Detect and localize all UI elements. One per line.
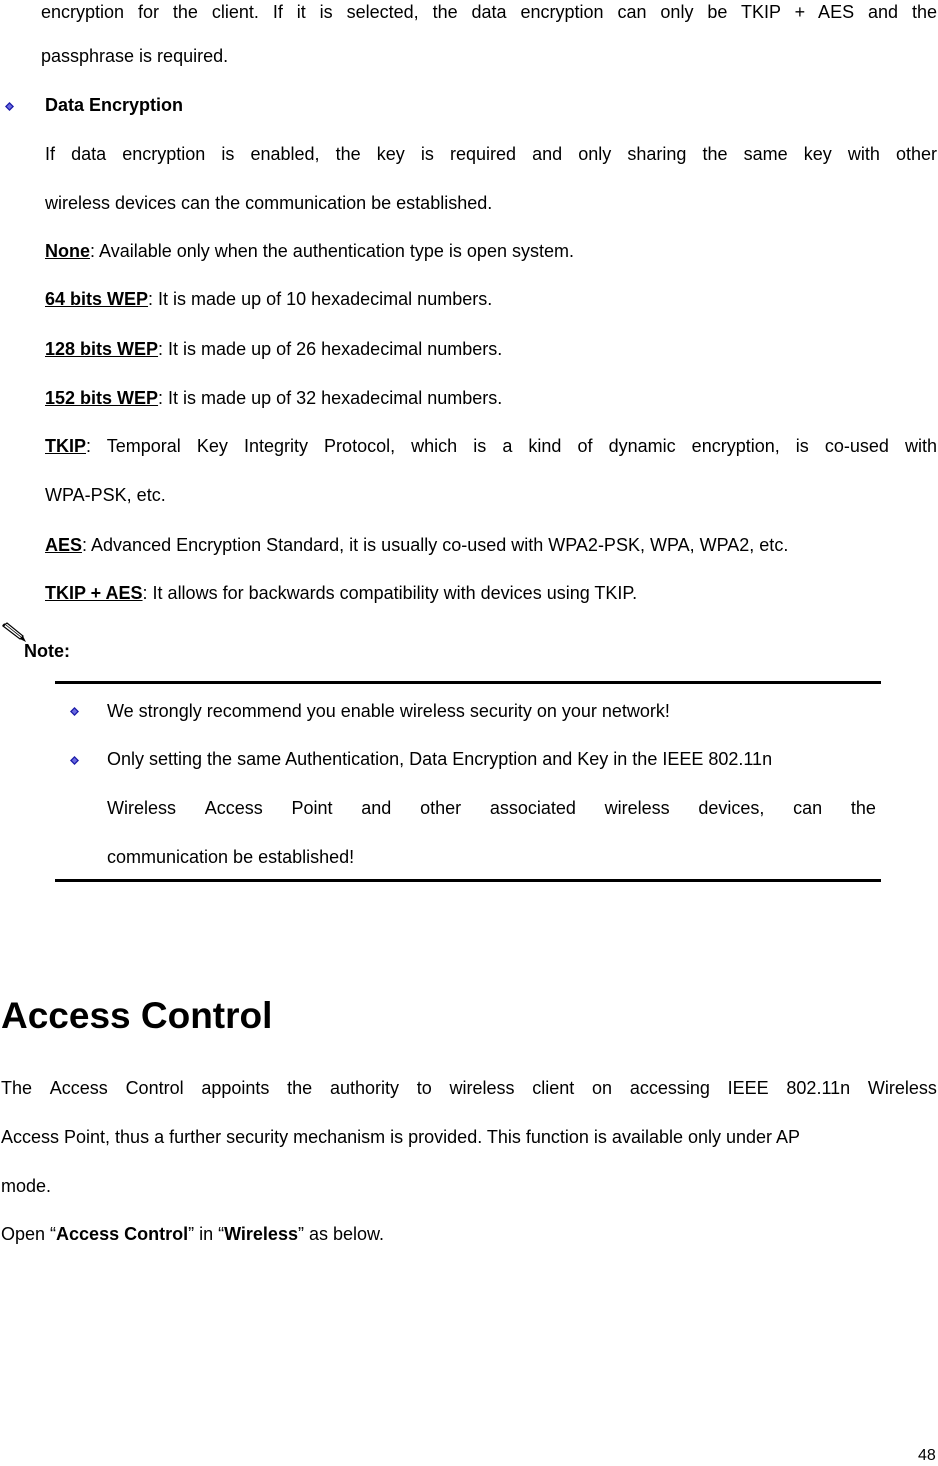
word: authority xyxy=(329,1078,399,1098)
access-control-para-line-1 xyxy=(1,1077,937,1099)
word: to xyxy=(416,1078,432,1098)
option-desc: : It is made up of 10 hexadecimal numbers. xyxy=(148,289,493,309)
diamond-bullet-icon xyxy=(70,756,79,765)
option-aes xyxy=(45,534,788,556)
word: wireless xyxy=(449,1078,515,1098)
option-desc: : Advanced Encryption Standard, it is usually co-used with WPA2-PSK, WPA, WPA2, etc. xyxy=(82,535,789,555)
word: 802.11n xyxy=(786,1078,851,1098)
option-term: TKIP xyxy=(45,436,87,456)
open-menu-section: Wireless xyxy=(224,1224,298,1244)
intro-line-2: passphrase is required. xyxy=(41,46,229,66)
word: wireless xyxy=(604,798,670,818)
word: on xyxy=(592,1078,613,1098)
option-term: TKIP + AES xyxy=(45,583,143,603)
access-control-para-line-2: Access Point, thus a further security mechanism is provided. This function is available only under AP xyxy=(1,1127,801,1147)
page-number: 48 xyxy=(918,1447,936,1464)
word: other xyxy=(420,798,462,818)
data-encryption-desc-line-1 xyxy=(45,143,937,165)
word: Access xyxy=(49,1078,108,1098)
word: the xyxy=(850,798,876,818)
option-desc: : Temporal Key Integrity Protocol, which is a kind of dynamic encryption, is co-used with xyxy=(86,436,937,456)
diamond-bullet-icon xyxy=(70,707,79,716)
word: Wireless xyxy=(867,1078,937,1098)
option-64-bits-wep xyxy=(45,288,492,310)
word: IEEE xyxy=(727,1078,769,1098)
option-term: AES xyxy=(45,535,83,555)
option-term: 128 bits WEP xyxy=(45,339,159,359)
intro-line-1 xyxy=(41,1,937,23)
word: Control xyxy=(125,1078,184,1098)
note-top-rule xyxy=(55,681,881,684)
word: Wireless xyxy=(107,798,177,818)
diamond-bullet-icon xyxy=(5,102,14,111)
option-tkip-continued: WPA-PSK, etc. xyxy=(45,485,166,505)
open-mid: ” in “ xyxy=(188,1224,225,1244)
data-encryption-desc-line-2: wireless devices can the communication be established. xyxy=(45,193,493,213)
note-item-2-line-2 xyxy=(107,797,876,819)
option-none xyxy=(45,240,574,262)
access-control-para-line-3: mode. xyxy=(1,1176,52,1196)
option-152-bits-wep xyxy=(45,387,502,409)
open-instruction xyxy=(1,1223,384,1245)
open-prefix: Open “ xyxy=(1,1224,57,1244)
note-item-2-line-1: Only setting the same Authentication, Data Encryption and Key in the IEEE 802.11n xyxy=(107,749,773,769)
option-desc: : It is made up of 26 hexadecimal numbers. xyxy=(158,339,503,359)
option-128-bits-wep xyxy=(45,338,502,360)
option-tkip-aes xyxy=(45,582,637,604)
word: The xyxy=(1,1078,33,1098)
option-desc: : It allows for backwards compatibility with devices using TKIP. xyxy=(142,583,638,603)
note-item-1: We strongly recommend you enable wireless security on your network! xyxy=(107,701,670,721)
option-term: 152 bits WEP xyxy=(45,388,159,408)
open-suffix: ” as below. xyxy=(297,1224,385,1244)
note-label: Note: xyxy=(24,641,70,661)
word: can xyxy=(793,798,823,818)
word: Access xyxy=(204,798,263,818)
option-desc: : Available only when the authentication type is open system. xyxy=(90,241,574,261)
word: Point xyxy=(291,798,333,818)
intro-line-1-text: encryption for the client. If it is selected, the data encryption can only be TKIP + AES and the xyxy=(41,2,937,22)
word: and xyxy=(361,798,392,818)
access-control-heading: Access Control xyxy=(1,995,273,1036)
word: devices, xyxy=(698,798,765,818)
option-desc: : It is made up of 32 hexadecimal numbers. xyxy=(158,388,503,408)
option-term: None xyxy=(45,241,90,261)
word: client xyxy=(532,1078,575,1098)
note-bottom-rule xyxy=(55,879,881,882)
option-tkip xyxy=(45,435,937,457)
word: appoints xyxy=(201,1078,270,1098)
word: the xyxy=(287,1078,313,1098)
data-encryption-desc-line-1-text: If data encryption is enabled, the key is required and only sharing the same key with other xyxy=(45,144,937,164)
data-encryption-heading: Data Encryption xyxy=(45,95,184,115)
open-menu-item: Access Control xyxy=(56,1224,189,1244)
word: associated xyxy=(489,798,576,818)
word: accessing xyxy=(629,1078,710,1098)
note-item-2-line-3: communication be established! xyxy=(107,847,355,867)
option-term: 64 bits WEP xyxy=(45,289,149,309)
